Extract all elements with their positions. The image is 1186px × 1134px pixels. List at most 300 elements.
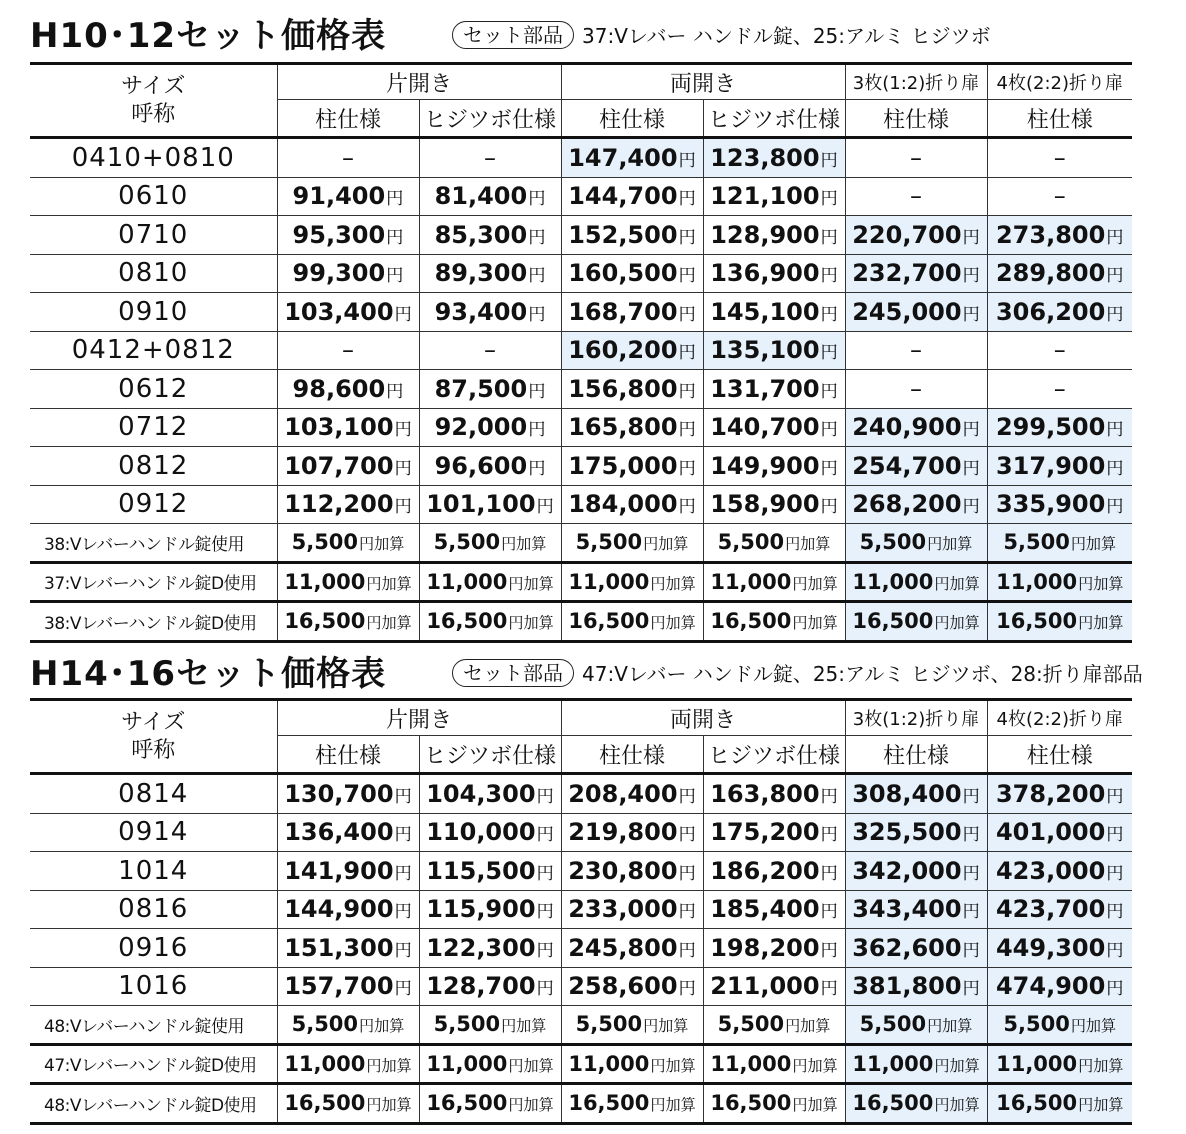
surcharge-cell [845,524,987,563]
yen-unit: 円 [962,940,980,961]
price-value: 115,900 [426,895,536,924]
price-value: 175,000 [568,451,678,480]
price-cell [845,447,987,486]
yen-unit: 円 [820,266,838,287]
group-4-panel-folding: 4枚(2:2)折り扉 [987,64,1132,100]
price-cell [987,774,1132,814]
price-section-h14-16 [0,638,1186,1116]
surcharge-unit: 円加算 [934,574,980,593]
yen-unit: 円 [820,150,838,171]
yen-unit: 円 [536,979,554,1000]
price-value: 144,900 [284,895,394,924]
size-cell: 0814 [30,774,277,814]
yen-unit: 円 [1106,786,1124,807]
size-cell: 1016 [30,967,277,1006]
surcharge-value: 16,500 [568,609,650,634]
price-value: 93,400 [434,297,528,326]
price-cell [845,485,987,524]
yen-unit: 円 [962,497,980,518]
price-cell [561,929,703,968]
size-cell: 0914 [30,813,277,852]
option-label: 48:Vレバーハンドル錠D使用 [30,1084,277,1124]
price-value: 157,700 [284,972,394,1001]
price-value: 474,900 [995,972,1106,1001]
price-value: 141,900 [284,856,394,885]
yen-unit: 円 [962,266,980,287]
price-cell [987,216,1132,255]
yen-unit: 円 [678,940,696,961]
price-cell [845,254,987,293]
surcharge-value: 16,500 [284,1091,366,1116]
price-value: 423,700 [995,895,1106,924]
price-cell [703,293,845,332]
price-value: 245,000 [852,297,962,326]
table-row [30,138,1132,178]
yen-unit: 円 [536,940,554,961]
surcharge-value: 11,000 [568,569,650,594]
price-cell [845,216,987,255]
price-value: 151,300 [284,933,394,962]
surcharge-value: 11,000 [426,569,508,594]
price-cell [561,370,703,409]
surcharge-cell [277,1084,419,1124]
surcharge-unit: 円加算 [927,535,973,554]
subheader: ヒジツボ仕様 [703,100,845,138]
yen-unit: 円 [678,979,696,1000]
subheader: 柱仕様 [277,736,419,774]
price-cell [419,408,561,447]
price-value: 149,900 [710,451,820,480]
size-cell: 0710 [30,216,277,255]
price-table [30,698,1132,1125]
yen-unit: 円 [678,189,696,210]
surcharge-value: 5,500 [433,530,501,555]
yen-unit: 円 [820,458,838,479]
price-value: 147,400 [568,143,678,172]
subheader: 柱仕様 [987,736,1132,774]
price-cell [419,254,561,293]
price-cell [703,370,845,409]
price-cell [703,890,845,929]
surcharge-unit: 円加算 [366,1096,412,1115]
subheader: ヒジツボ仕様 [703,736,845,774]
subheader: 柱仕様 [845,736,987,774]
option-label: 38:Vレバーハンドル錠使用 [30,524,277,563]
surcharge-cell [277,524,419,563]
section-title: H14･16セット価格表 [30,654,387,694]
yen-unit: 円 [536,786,554,807]
price-value: 423,000 [995,856,1106,885]
price-value: 220,700 [852,220,962,249]
set-parts-text: 47:Vレバー ハンドル錠、25:アルミ ヒジツボ、28:折り扉部品 [582,662,1143,686]
size-cell: 0910 [30,293,277,332]
surcharge-unit: 円加算 [785,535,831,554]
set-parts [452,658,1143,687]
price-value: 92,000 [434,413,528,442]
option-label: 38:Vレバーハンドル錠D使用 [30,602,277,642]
price-value: 152,500 [568,220,678,249]
price-cell [561,177,703,216]
price-cell [845,929,987,968]
yen-unit: 円 [394,863,412,884]
yen-unit: 円 [528,381,546,402]
price-value: 121,100 [710,182,820,211]
option-row [30,562,1132,602]
price-cell [703,929,845,968]
price-cell [987,254,1132,293]
yen-unit: 円 [820,863,838,884]
surcharge-value: 16,500 [568,1091,650,1116]
price-value: 110,000 [426,818,536,847]
price-cell [277,408,419,447]
price-cell [987,852,1132,891]
surcharge-cell [419,1044,561,1084]
price-cell [703,774,845,814]
price-value: 99,300 [292,259,386,288]
surcharge-cell [561,1006,703,1045]
surcharge-cell [703,1006,845,1045]
option-row [30,524,1132,563]
table-row [30,370,1132,409]
yen-unit: 円 [820,189,838,210]
yen-unit: 円 [528,420,546,441]
yen-unit: 円 [962,902,980,923]
price-cell [987,447,1132,486]
price-cell [987,408,1132,447]
subheader: ヒジツボ仕様 [419,100,561,138]
price-value: 230,800 [568,856,678,885]
price-cell [419,929,561,968]
price-value: 308,400 [852,779,962,808]
yen-unit: 円 [1106,458,1124,479]
table-row [30,447,1132,486]
price-cell [703,852,845,891]
price-cell [561,138,703,178]
surcharge-cell [703,1084,845,1124]
price-value: 145,100 [710,297,820,326]
price-value: 219,800 [568,818,678,847]
surcharge-unit: 円加算 [508,614,554,633]
group-3-panel-folding: 3枚(1:2)折り扉 [845,64,987,100]
size-cell: 0912 [30,485,277,524]
table-row [30,331,1132,370]
price-value: 107,700 [284,451,394,480]
price-cell [561,485,703,524]
yen-unit: 円 [678,150,696,171]
price-cell [561,331,703,370]
surcharge-unit: 円加算 [785,1017,831,1036]
size-cell: 0610 [30,177,277,216]
yen-unit: 円 [386,227,404,248]
yen-unit: 円 [820,343,838,364]
price-value: 254,700 [852,451,962,480]
price-value: 128,700 [426,972,536,1001]
surcharge-unit: 円加算 [359,1017,405,1036]
price-value: 131,700 [710,374,820,403]
price-cell [987,967,1132,1006]
option-row [30,1044,1132,1084]
table-row [30,177,1132,216]
surcharge-unit: 円加算 [501,535,547,554]
yen-unit: 円 [1106,979,1124,1000]
yen-unit: 円 [528,189,546,210]
price-cell [561,774,703,814]
option-label: 47:Vレバーハンドル錠D使用 [30,1044,277,1084]
price-cell [277,967,419,1006]
price-cell [277,293,419,332]
size-cell: 0412+0812 [30,331,277,370]
yen-unit: 円 [1106,940,1124,961]
price-value: 130,700 [284,779,394,808]
price-value: 208,400 [568,779,678,808]
price-cell: – [845,331,987,370]
price-value: 268,200 [852,490,962,519]
size-cell: 1014 [30,852,277,891]
price-cell [419,293,561,332]
table-row [30,216,1132,255]
price-value: 233,000 [568,895,678,924]
surcharge-unit: 円加算 [927,1017,973,1036]
price-cell [277,890,419,929]
price-cell [419,485,561,524]
price-cell [845,890,987,929]
price-value: 156,800 [568,374,678,403]
price-cell [277,254,419,293]
price-cell [845,967,987,1006]
option-rows [30,524,1132,642]
yen-unit: 円 [386,381,404,402]
yen-unit: 円 [678,266,696,287]
table-row [30,852,1132,891]
surcharge-unit: 円加算 [508,574,554,593]
surcharge-unit: 円加算 [792,1096,838,1115]
yen-unit: 円 [528,266,546,287]
surcharge-cell [987,1044,1132,1084]
size-cell: 0812 [30,447,277,486]
yen-unit: 円 [820,381,838,402]
size-cell: 0816 [30,890,277,929]
option-row [30,1084,1132,1124]
surcharge-cell [987,602,1132,642]
yen-unit: 円 [394,786,412,807]
yen-unit: 円 [1106,420,1124,441]
price-cell [703,813,845,852]
price-cell [987,929,1132,968]
surcharge-cell [277,1044,419,1084]
yen-unit: 円 [394,458,412,479]
size-cell: 0410+0810 [30,138,277,178]
yen-unit: 円 [1106,266,1124,287]
yen-unit: 円 [678,902,696,923]
surcharge-unit: 円加算 [650,1096,696,1115]
price-cell [845,813,987,852]
price-cell [277,370,419,409]
yen-unit: 円 [962,458,980,479]
yen-unit: 円 [678,863,696,884]
price-value: 165,800 [568,413,678,442]
yen-unit: 円 [678,343,696,364]
yen-unit: 円 [820,940,838,961]
subheader: ヒジツボ仕様 [419,736,561,774]
yen-unit: 円 [962,304,980,325]
price-cell [419,852,561,891]
price-cell [703,967,845,1006]
price-cell [561,216,703,255]
price-value: 123,800 [710,143,820,172]
price-value: 103,400 [284,297,394,326]
surcharge-cell [703,524,845,563]
yen-unit: 円 [962,420,980,441]
surcharge-cell [419,1006,561,1045]
price-value: 342,000 [852,856,962,885]
surcharge-unit: 円加算 [650,614,696,633]
surcharge-cell [561,1084,703,1124]
price-value: 96,600 [434,451,528,480]
size-header-label: サイズ [121,73,186,99]
surcharge-cell [845,1044,987,1084]
option-label: 48:Vレバーハンドル錠使用 [30,1006,277,1045]
price-value: 258,600 [568,972,678,1001]
price-value: 245,800 [568,933,678,962]
surcharge-value: 5,500 [575,1012,643,1037]
surcharge-value: 11,000 [284,569,366,594]
surcharge-cell [987,524,1132,563]
price-value: 198,200 [710,933,820,962]
surcharge-unit: 円加算 [1078,574,1124,593]
price-cell: – [987,177,1132,216]
surcharge-cell [561,1044,703,1084]
price-value: 240,900 [852,413,962,442]
yen-unit: 円 [386,189,404,210]
surcharge-unit: 円加算 [366,614,412,633]
price-cell [277,774,419,814]
price-value: 136,400 [284,818,394,847]
yen-unit: 円 [678,825,696,846]
surcharge-value: 11,000 [996,1051,1078,1076]
yen-unit: 円 [678,497,696,518]
set-parts [452,20,991,49]
yen-unit: 円 [536,497,554,518]
surcharge-value: 16,500 [284,609,366,634]
group-double-door: 両開き [561,64,845,100]
surcharge-unit: 円加算 [650,1056,696,1075]
price-cell [561,813,703,852]
price-cell [561,254,703,293]
price-table [30,62,1132,643]
surcharge-value: 5,500 [859,530,927,555]
subheader: 柱仕様 [845,100,987,138]
price-cell [419,447,561,486]
price-cell [987,890,1132,929]
yen-unit: 円 [536,902,554,923]
surcharge-value: 11,000 [284,1051,366,1076]
price-value: 381,800 [852,972,962,1001]
price-cell [987,485,1132,524]
price-cell [561,890,703,929]
surcharge-value: 16,500 [996,1091,1078,1116]
price-value: 232,700 [852,259,962,288]
price-cell [561,447,703,486]
price-value: 325,500 [852,818,962,847]
section-header [0,638,1186,698]
surcharge-unit: 円加算 [1070,1017,1117,1036]
surcharge-value: 11,000 [426,1051,508,1076]
yen-unit: 円 [820,227,838,248]
yen-unit: 円 [678,381,696,402]
surcharge-value: 11,000 [852,569,934,594]
surcharge-cell [703,1044,845,1084]
group-single-door: 片開き [277,64,561,100]
yen-unit: 円 [962,979,980,1000]
price-rows [30,774,1132,1006]
price-cell [703,331,845,370]
surcharge-value: 5,500 [291,530,359,555]
price-value: 168,700 [568,297,678,326]
yen-unit: 円 [820,979,838,1000]
surcharge-cell [987,1084,1132,1124]
yen-unit: 円 [820,786,838,807]
yen-unit: 円 [678,304,696,325]
surcharge-unit: 円加算 [792,614,838,633]
price-value: 89,300 [434,259,528,288]
surcharge-value: 11,000 [996,569,1078,594]
designation-header-label: 呼称 [131,101,176,127]
surcharge-cell [419,1084,561,1124]
surcharge-value: 16,500 [996,609,1078,634]
surcharge-value: 16,500 [710,609,792,634]
price-cell [561,852,703,891]
yen-unit: 円 [394,979,412,1000]
price-cell [703,485,845,524]
yen-unit: 円 [1106,304,1124,325]
surcharge-value: 5,500 [1003,1012,1070,1037]
surcharge-value: 5,500 [433,1012,501,1037]
price-cell [703,177,845,216]
yen-unit: 円 [394,304,412,325]
size-header-label: サイズ [121,709,186,735]
price-value: 128,900 [710,220,820,249]
price-cell [277,929,419,968]
subheader: 柱仕様 [561,736,703,774]
table-row [30,774,1132,814]
yen-unit: 円 [962,825,980,846]
surcharge-unit: 円加算 [366,574,412,593]
price-value: 211,000 [710,972,820,1001]
surcharge-value: 11,000 [710,569,792,594]
surcharge-unit: 円加算 [1078,614,1124,633]
table-row [30,813,1132,852]
price-value: 81,400 [434,182,528,211]
price-cell [845,293,987,332]
price-cell [419,813,561,852]
group-4-panel-folding: 4枚(2:2)折り扉 [987,700,1132,736]
surcharge-unit: 円加算 [366,1056,412,1075]
price-cell: – [845,177,987,216]
surcharge-cell [561,562,703,602]
surcharge-value: 11,000 [710,1051,792,1076]
yen-unit: 円 [820,420,838,441]
yen-unit: 円 [386,266,404,287]
surcharge-unit: 円加算 [934,614,980,633]
yen-unit: 円 [1106,863,1124,884]
yen-unit: 円 [528,227,546,248]
price-value: 185,400 [710,895,820,924]
surcharge-unit: 円加算 [650,574,696,593]
price-cell [419,370,561,409]
surcharge-cell [561,524,703,563]
price-value: 98,600 [292,374,386,403]
price-cell [277,447,419,486]
